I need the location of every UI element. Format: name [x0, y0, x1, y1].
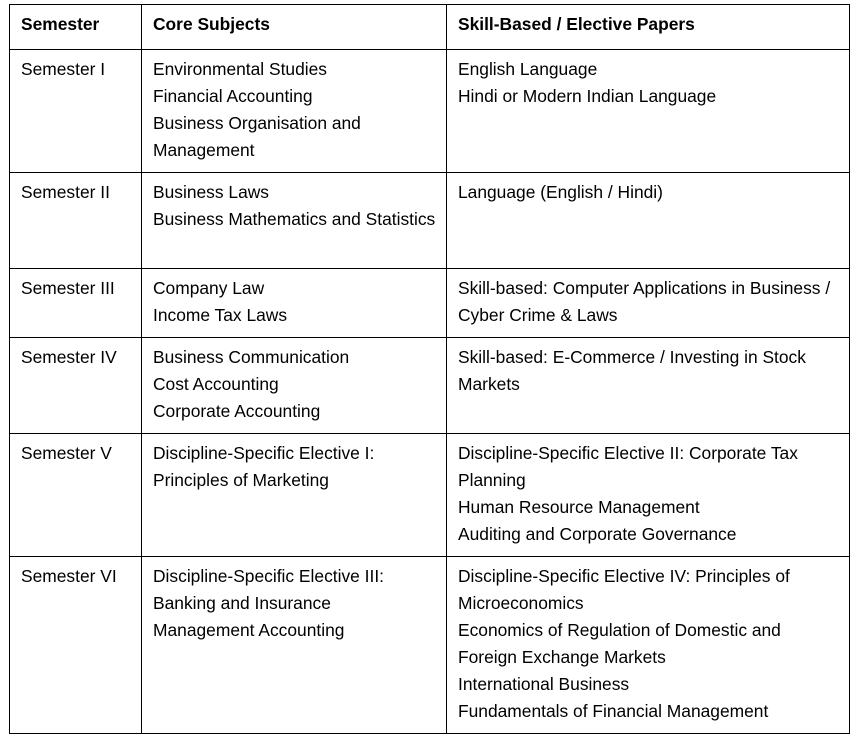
semester-cell: Semester III	[10, 269, 142, 338]
core-subject: Environmental Studies	[153, 59, 327, 79]
core-subject: Financial Accounting	[153, 86, 313, 106]
table-header-row	[10, 5, 850, 50]
core-subject: Business Organisation and Management	[153, 113, 361, 160]
elective-paper: Language (English / Hindi)	[458, 182, 663, 202]
skill-elective-cell	[447, 50, 850, 173]
core-subject: Business Communication	[153, 347, 350, 367]
elective-paper: Human Resource Management	[458, 497, 700, 517]
skill-elective-cell	[447, 269, 850, 338]
semester-cell: Semester II	[10, 173, 142, 269]
elective-paper: Fundamentals of Financial Management	[458, 701, 769, 721]
column-header-semester: Semester	[10, 5, 142, 50]
elective-paper: International Business	[458, 674, 630, 694]
column-header-skill-elective: Skill-Based / Elective Papers	[447, 5, 850, 50]
table-row	[10, 50, 850, 173]
core-subjects-cell	[142, 50, 447, 173]
elective-paper: Hindi or Modern Indian Language	[458, 86, 717, 106]
table-row	[10, 338, 850, 434]
core-subject: Discipline-Specific Elective I: Principles of Marketing	[153, 443, 375, 490]
core-subject: Corporate Accounting	[153, 401, 321, 421]
elective-paper: English Language	[458, 59, 598, 79]
table-row	[10, 269, 850, 338]
core-subject: Management Accounting	[153, 620, 345, 640]
core-subjects-cell	[142, 269, 447, 338]
core-subjects-cell	[142, 434, 447, 557]
skill-elective-cell	[447, 434, 850, 557]
table-row	[10, 173, 850, 269]
core-subject: Company Law	[153, 278, 265, 298]
semester-cell: Semester IV	[10, 338, 142, 434]
core-subjects-cell	[142, 173, 447, 269]
core-subject: Income Tax Laws	[153, 305, 288, 325]
core-subjects-cell	[142, 338, 447, 434]
table-row	[10, 434, 850, 557]
semester-cell: Semester VI	[10, 557, 142, 734]
elective-paper: Skill-based: Computer Applications in Business / Cyber Crime & Laws	[458, 278, 831, 325]
core-subject: Discipline-Specific Elective III: Banking and Insurance	[153, 566, 384, 613]
elective-paper: Economics of Regulation of Domestic and Foreign Exchange Markets	[458, 620, 781, 667]
elective-paper: Skill-based: E-Commerce / Investing in Stock Markets	[458, 347, 806, 394]
semester-cell: Semester I	[10, 50, 142, 173]
core-subject: Business Laws	[153, 182, 269, 202]
table-row	[10, 557, 850, 734]
core-subjects-cell	[142, 557, 447, 734]
skill-elective-cell	[447, 173, 850, 269]
skill-elective-cell	[447, 557, 850, 734]
elective-paper: Discipline-Specific Elective IV: Principles of Microeconomics	[458, 566, 790, 613]
core-subject: Business Mathematics and Statistics	[153, 209, 436, 229]
column-header-core-subjects: Core Subjects	[142, 5, 447, 50]
elective-paper: Discipline-Specific Elective II: Corporate Tax Planning	[458, 443, 798, 490]
semester-cell: Semester V	[10, 434, 142, 557]
core-subject: Cost Accounting	[153, 374, 279, 394]
elective-paper: Auditing and Corporate Governance	[458, 524, 737, 544]
skill-elective-cell	[447, 338, 850, 434]
semester-table	[9, 4, 850, 734]
